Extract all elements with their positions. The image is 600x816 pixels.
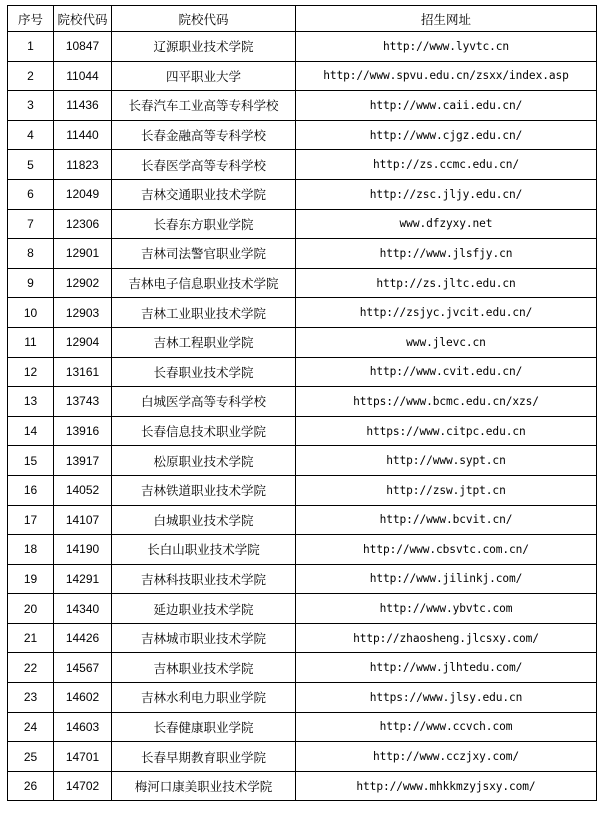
admission-url-link[interactable]: http://www.cjgz.edu.cn/ (296, 120, 597, 150)
row-index-cell: 8 (8, 239, 54, 269)
header-school-code: 院校代码 (54, 6, 112, 32)
table-row (8, 683, 597, 713)
school-code-cell: 13917 (54, 446, 112, 476)
row-index-cell: 1 (8, 32, 54, 62)
table-row (8, 150, 597, 180)
table-body (8, 32, 597, 801)
table-row (8, 32, 597, 62)
admission-url-link[interactable]: http://www.ccvch.com (296, 712, 597, 742)
admission-url-link[interactable]: http://www.jlhtedu.com/ (296, 653, 597, 683)
school-name-cell: 吉林职业技术学院 (112, 653, 296, 683)
row-index-cell: 15 (8, 446, 54, 476)
school-name-cell: 吉林交通职业技术学院 (112, 179, 296, 209)
admission-url-link[interactable]: www.dfzyxy.net (296, 209, 597, 239)
header-index: 序号 (8, 6, 54, 32)
table-row (8, 742, 597, 772)
school-name-cell: 四平职业大学 (112, 61, 296, 91)
school-code-cell: 12049 (54, 179, 112, 209)
row-index-cell: 26 (8, 771, 54, 801)
row-index-cell: 14 (8, 416, 54, 446)
school-name-cell: 长春医学高等专科学校 (112, 150, 296, 180)
school-code-cell: 13161 (54, 357, 112, 387)
admission-url-link[interactable]: http://zsjyc.jvcit.edu.cn/ (296, 298, 597, 328)
table-row (8, 771, 597, 801)
table-row (8, 475, 597, 505)
school-name-cell: 长春金融高等专科学校 (112, 120, 296, 150)
row-index-cell: 22 (8, 653, 54, 683)
table-row (8, 209, 597, 239)
school-name-cell: 长春信息技术职业学院 (112, 416, 296, 446)
school-name-cell: 吉林科技职业技术学院 (112, 564, 296, 594)
school-name-cell: 吉林水利电力职业学院 (112, 683, 296, 713)
table-row (8, 239, 597, 269)
table-row (8, 298, 597, 328)
admission-url-link[interactable]: https://www.jlsy.edu.cn (296, 683, 597, 713)
school-code-cell: 11823 (54, 150, 112, 180)
school-code-cell: 13743 (54, 387, 112, 417)
school-admission-table (7, 5, 597, 801)
table-row (8, 653, 597, 683)
school-name-cell: 吉林电子信息职业技术学院 (112, 268, 296, 298)
school-code-cell: 10847 (54, 32, 112, 62)
table-row (8, 446, 597, 476)
school-name-cell: 吉林铁道职业技术学院 (112, 475, 296, 505)
school-name-cell: 辽源职业技术学院 (112, 32, 296, 62)
header-school-name: 院校代码 (112, 6, 296, 32)
table-row (8, 327, 597, 357)
row-index-cell: 9 (8, 268, 54, 298)
row-index-cell: 6 (8, 179, 54, 209)
admission-url-link[interactable]: http://www.cbsvtc.com.cn/ (296, 535, 597, 565)
school-code-cell: 14291 (54, 564, 112, 594)
school-name-cell: 长春汽车工业高等专科学校 (112, 91, 296, 121)
admission-url-link[interactable]: http://www.cczjxy.com/ (296, 742, 597, 772)
school-code-cell: 14190 (54, 535, 112, 565)
row-index-cell: 11 (8, 327, 54, 357)
school-name-cell: 吉林城市职业技术学院 (112, 623, 296, 653)
admission-url-link[interactable]: http://www.jlsfjy.cn (296, 239, 597, 269)
school-name-cell: 延边职业技术学院 (112, 594, 296, 624)
row-index-cell: 23 (8, 683, 54, 713)
admission-url-link[interactable]: http://www.lyvtc.cn (296, 32, 597, 62)
school-code-cell: 11440 (54, 120, 112, 150)
row-index-cell: 3 (8, 91, 54, 121)
admission-url-link[interactable]: http://zhaosheng.jlcsxy.com/ (296, 623, 597, 653)
table-row (8, 179, 597, 209)
admission-url-link[interactable]: http://www.mhkkmzyjsxy.com/ (296, 771, 597, 801)
admission-url-link[interactable]: http://zs.ccmc.edu.cn/ (296, 150, 597, 180)
table-row (8, 623, 597, 653)
admission-url-link[interactable]: http://zsc.jljy.edu.cn/ (296, 179, 597, 209)
admission-url-link[interactable]: http://www.sypt.cn (296, 446, 597, 476)
row-index-cell: 7 (8, 209, 54, 239)
school-name-cell: 长春东方职业学院 (112, 209, 296, 239)
school-code-cell: 14603 (54, 712, 112, 742)
school-code-cell: 12902 (54, 268, 112, 298)
school-name-cell: 梅河口康美职业技术学院 (112, 771, 296, 801)
row-index-cell: 10 (8, 298, 54, 328)
row-index-cell: 12 (8, 357, 54, 387)
admission-url-link[interactable]: www.jlevc.cn (296, 327, 597, 357)
header-admission-url: 招生网址 (296, 6, 597, 32)
row-index-cell: 13 (8, 387, 54, 417)
row-index-cell: 4 (8, 120, 54, 150)
table-header-row (8, 6, 597, 32)
table-row (8, 91, 597, 121)
school-code-cell: 12904 (54, 327, 112, 357)
school-code-cell: 12306 (54, 209, 112, 239)
table-row (8, 712, 597, 742)
admission-url-link[interactable]: http://www.cvit.edu.cn/ (296, 357, 597, 387)
table-row (8, 505, 597, 535)
school-name-cell: 白城医学高等专科学校 (112, 387, 296, 417)
row-index-cell: 20 (8, 594, 54, 624)
school-name-cell: 白城职业技术学院 (112, 505, 296, 535)
school-code-cell: 13916 (54, 416, 112, 446)
school-code-cell: 14702 (54, 771, 112, 801)
school-name-cell: 长春职业技术学院 (112, 357, 296, 387)
table-row (8, 387, 597, 417)
row-index-cell: 17 (8, 505, 54, 535)
school-name-cell: 吉林司法警官职业学院 (112, 239, 296, 269)
row-index-cell: 24 (8, 712, 54, 742)
school-name-cell: 长春早期教育职业学院 (112, 742, 296, 772)
admission-url-link[interactable]: https://www.citpc.edu.cn (296, 416, 597, 446)
admission-url-link[interactable]: http://zs.jltc.edu.cn (296, 268, 597, 298)
school-name-cell: 长白山职业技术学院 (112, 535, 296, 565)
school-code-cell: 11436 (54, 91, 112, 121)
row-index-cell: 18 (8, 535, 54, 565)
school-name-cell: 吉林工程职业学院 (112, 327, 296, 357)
row-index-cell: 16 (8, 475, 54, 505)
admission-url-link[interactable]: http://www.ybvtc.com (296, 594, 597, 624)
row-index-cell: 5 (8, 150, 54, 180)
row-index-cell: 25 (8, 742, 54, 772)
admission-url-link[interactable]: http://www.caii.edu.cn/ (296, 91, 597, 121)
table-row (8, 61, 597, 91)
school-code-cell: 14340 (54, 594, 112, 624)
admission-url-link[interactable]: http://www.bcvit.cn/ (296, 505, 597, 535)
row-index-cell: 21 (8, 623, 54, 653)
table-row (8, 357, 597, 387)
admission-url-link[interactable]: http://www.jilinkj.com/ (296, 564, 597, 594)
table-row (8, 564, 597, 594)
school-name-cell: 长春健康职业学院 (112, 712, 296, 742)
table-row (8, 268, 597, 298)
table-row (8, 120, 597, 150)
school-code-cell: 14107 (54, 505, 112, 535)
school-name-cell: 吉林工业职业技术学院 (112, 298, 296, 328)
school-code-cell: 14052 (54, 475, 112, 505)
school-code-cell: 14567 (54, 653, 112, 683)
row-index-cell: 2 (8, 61, 54, 91)
school-code-cell: 14426 (54, 623, 112, 653)
admission-url-link[interactable]: http://zsw.jtpt.cn (296, 475, 597, 505)
school-code-cell: 12901 (54, 239, 112, 269)
table-row (8, 416, 597, 446)
row-index-cell: 19 (8, 564, 54, 594)
school-name-cell: 松原职业技术学院 (112, 446, 296, 476)
school-code-cell: 12903 (54, 298, 112, 328)
admission-url-link[interactable]: https://www.bcmc.edu.cn/xzs/ (296, 387, 597, 417)
admission-url-link[interactable]: http://www.spvu.edu.cn/zsxx/index.asp (296, 61, 597, 91)
school-code-cell: 14602 (54, 683, 112, 713)
table-row (8, 594, 597, 624)
school-code-cell: 11044 (54, 61, 112, 91)
table-row (8, 535, 597, 565)
school-code-cell: 14701 (54, 742, 112, 772)
